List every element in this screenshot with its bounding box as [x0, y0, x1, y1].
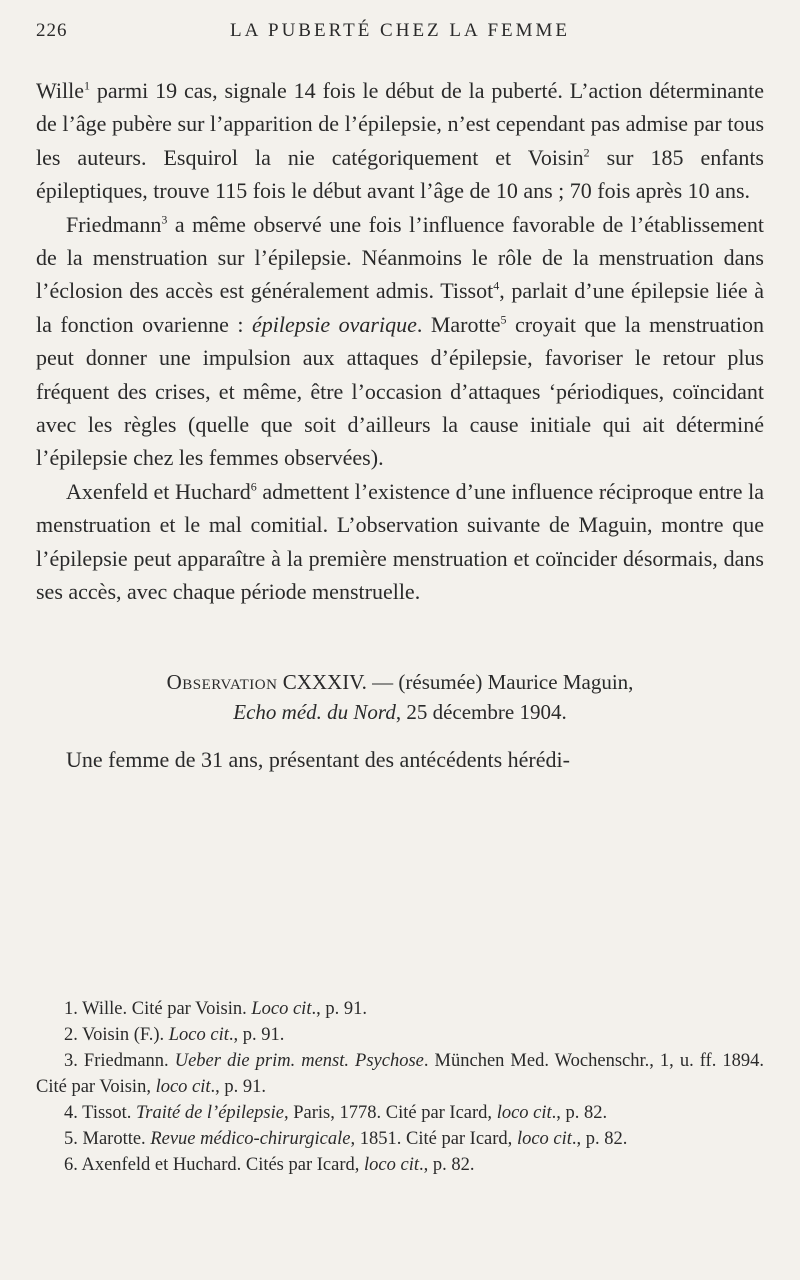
- observation-line-1: [36, 667, 764, 697]
- text-run: ., p. 91.: [311, 999, 367, 1019]
- footnote-ref: 4: [493, 279, 500, 294]
- paragraph-1: [36, 74, 764, 208]
- text-run: sur 185 enfants épileptiques, trouve 115 fois le début avant l’âge de 10 ans ; 70 fois après 10 ans.: [36, 144, 764, 204]
- text-run: , 25 décembre 1904.: [395, 699, 567, 724]
- footnote-5: [36, 1126, 764, 1152]
- text-run: ., p. 82.: [551, 1103, 608, 1123]
- footnotes: [36, 996, 764, 1178]
- italic-term: Loco cit: [251, 999, 312, 1019]
- text-run: 3. Friedmann.: [64, 1051, 175, 1071]
- footnote-6: [36, 1152, 764, 1178]
- text-run: 6. Axenfeld et Huchard. Cités par Icard,: [64, 1155, 365, 1175]
- observation-line-2: [36, 697, 764, 727]
- page-header: [36, 20, 764, 50]
- page-number: 226: [36, 20, 68, 41]
- text-run: 2. Voisin (F.).: [64, 1025, 169, 1045]
- text-run: ., p. 82.: [418, 1155, 475, 1175]
- footnote-3: [36, 1048, 764, 1100]
- text-run: , 1851. Cité par Icard,: [350, 1129, 517, 1149]
- text-run: Axenfeld et Huchard: [66, 478, 251, 504]
- italic-term: Revue médico-chirurgicale: [150, 1129, 351, 1149]
- text-run: a même observé une fois l’influence favorable de l’établissement de la menstruation sur l’épilepsie. Néanmoins le rôle de la menstruation dans l’éclosion des accès est généralement admis. Tissot: [36, 211, 764, 304]
- text-run: ., p. 91.: [228, 1025, 285, 1045]
- text-run: admettent l’existence d’une influence réciproque entre la menstruation et le mal comitial. L’observation suivante de Maguin, montre que l’épilepsie peut apparaître à la première menstruation et coïncider désormais, dans ses accès, avec chaque période menstruelle.: [36, 478, 764, 605]
- italic-term: Traité de l’épilepsie: [136, 1103, 284, 1123]
- text-run: , Paris, 1778. Cité par Icard,: [283, 1103, 497, 1123]
- text-run: . Marotte: [416, 311, 501, 337]
- observation-label: Observation: [166, 669, 278, 694]
- italic-term: Ueber die prim. menst. Psychose: [174, 1051, 424, 1071]
- text-run: 5. Marotte.: [64, 1129, 151, 1149]
- text-run: ., p. 91.: [210, 1077, 267, 1097]
- footnote-ref: 1: [84, 78, 90, 93]
- italic-term: loco cit: [155, 1077, 211, 1097]
- text-run: , parlait d’une épilepsie liée à la fonction ovarienne :: [36, 278, 765, 337]
- footnote-1: [36, 996, 764, 1022]
- observation-heading: [36, 667, 764, 727]
- italic-term: Loco cit: [168, 1025, 229, 1045]
- main-text: [36, 74, 764, 776]
- text-run: ., p. 82.: [571, 1129, 628, 1149]
- text-run: . München Med. Wochenschr., 1, u. ff. 1894. Cité par Voisin,: [36, 1051, 764, 1097]
- text-run: 1. Wille. Cité par Voisin.: [64, 999, 252, 1019]
- text-run: Friedmann: [66, 211, 162, 237]
- text-run: Wille: [36, 78, 84, 103]
- italic-term: épilepsie ovarique: [251, 311, 417, 337]
- running-title: LA PUBERTÉ CHEZ LA FEMME: [229, 20, 571, 41]
- italic-term: loco cit: [364, 1155, 419, 1175]
- text-run: CXXXIV. — (résumée) Maurice Maguin,: [277, 669, 634, 694]
- footnote-ref: 3: [161, 212, 168, 227]
- footnote-ref: 5: [500, 312, 507, 327]
- text-run: 4. Tissot.: [64, 1103, 136, 1123]
- paragraph-4: Une femme de 31 ans, présentant des antécédents hérédi-: [66, 746, 570, 772]
- paragraph-3: [36, 475, 764, 609]
- text-run: croyait que la menstruation peut donner une impulsion aux attaques d’épilepsie, favoriser le retour plus fréquent des crises, et même, être l’occasion d’attaques ‘périodiques, coïncidant avec les règles (quelle que soit d’ailleurs la cause initiale qui ait déterminé l’épilepsie chez les femmes observées).: [36, 311, 764, 471]
- footnote-2: [36, 1022, 764, 1048]
- italic-term: loco cit: [516, 1129, 572, 1149]
- footnote-ref: 6: [250, 479, 257, 494]
- footnote-ref: 2: [583, 145, 590, 160]
- text-run: parmi 19 cas, signale 14 fois le début de la puberté. L’action déterminante de l’âge pubère sur l’apparition de l’épilepsie, n’est cependant pas admise par tous les auteurs. Esquirol la nie catégoriquement et Voisin: [36, 78, 764, 170]
- footnote-4: [36, 1100, 764, 1126]
- paragraph-2: [36, 208, 764, 475]
- journal-title: Echo méd. du Nord: [233, 699, 396, 724]
- italic-term: loco cit: [496, 1103, 552, 1123]
